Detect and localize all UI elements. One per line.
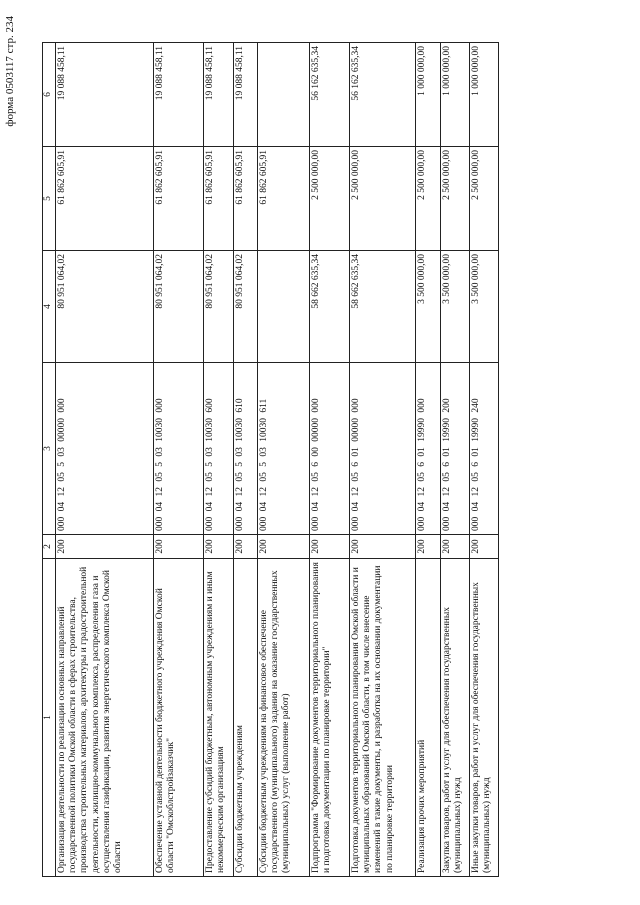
row-name: Подготовка документов территориального планирования Омской области и муниципальных образований Омской области, в том числе внесение изменений в такие документы, и разработка на их основании документации по планировке территории — [350, 559, 416, 877]
row-executed: 61 862 605,91 — [234, 147, 258, 251]
table-row — [350, 43, 416, 877]
row-name: Реализация прочих мероприятий — [416, 559, 441, 877]
row-executed: 2 500 000,00 — [310, 147, 350, 251]
row-executed: 2 500 000,00 — [441, 147, 470, 251]
row-approved: 3 500 000,00 — [470, 251, 499, 363]
row-unexecuted: 1 000 000,00 — [470, 43, 499, 147]
row-name: Предоставление субсидий бюджетным, автономным учреждениям и иным некоммерческим организациям — [204, 559, 234, 877]
row-name: Обеспечение уставной деятельности бюджетного учреждения Омской области "Омскоблстройзаказчик" — [154, 559, 204, 877]
row-budget-code: 000 04 12 05 6 01 19990 240 — [470, 363, 499, 535]
row-unexecuted: 19 088 458,11 — [204, 43, 234, 147]
row-name: Закупка товаров, работ и услуг для обеспечения государственных (муниципальных) нужд — [441, 559, 470, 877]
row-approved: 3 500 000,00 — [441, 251, 470, 363]
header-col-5: 5 — [43, 147, 56, 251]
table-row — [310, 43, 350, 877]
row-budget-code: 000 04 12 05 5 03 10030 000 — [154, 363, 204, 535]
row-executed: 2 500 000,00 — [350, 147, 416, 251]
header-col-6: 6 — [43, 43, 56, 147]
row-approved: 80 951 064,02 — [204, 251, 234, 363]
row-unexecuted: 1 000 000,00 — [416, 43, 441, 147]
row-approved: 80 951 064,02 — [56, 251, 154, 363]
row-executed: 61 862 605,91 — [258, 147, 310, 251]
table-row — [470, 43, 499, 877]
row-name: Организация деятельности по реализации основных направлений государственной политики Омской области в сферах строительства, производства строительных материалов, архитектуры и градостроительной деятельности, жилищно-коммунального комплекса, распределения газа и осуществления газификации, развития энергетического комплекса Омской области — [56, 559, 154, 877]
row-line-code: 200 — [416, 535, 441, 559]
row-unexecuted: 19 088 458,11 — [234, 43, 258, 147]
row-budget-code: 000 04 12 05 5 03 10030 600 — [204, 363, 234, 535]
row-line-code: 200 — [204, 535, 234, 559]
row-executed: 61 862 605,91 — [204, 147, 234, 251]
table-row — [441, 43, 470, 877]
row-name: Субсидии бюджетным учреждениям на финансовое обеспечение государственного (муниципального) задания на оказание государственных (муниципальных) услуг (выполнение работ) — [258, 559, 310, 877]
row-approved: 58 662 635,34 — [310, 251, 350, 363]
row-executed: 2 500 000,00 — [416, 147, 441, 251]
row-unexecuted: 56 162 635,34 — [310, 43, 350, 147]
row-approved: 80 951 064,02 — [154, 251, 204, 363]
row-approved: 80 951 064,02 — [234, 251, 258, 363]
header-col-1: 1 — [43, 559, 56, 877]
row-line-code: 200 — [350, 535, 416, 559]
row-line-code: 200 — [441, 535, 470, 559]
row-unexecuted: 19 088 458,11 — [154, 43, 204, 147]
row-line-code: 200 — [310, 535, 350, 559]
table-row — [154, 43, 204, 877]
row-budget-code: 000 04 12 05 5 03 10030 610 — [234, 363, 258, 535]
row-name: Иные закупки товаров, работ и услуг для обеспечения государственных (муниципальных) нужд — [470, 559, 499, 877]
header-row — [43, 43, 56, 877]
row-approved: 58 662 635,34 — [350, 251, 416, 363]
table-row — [56, 43, 154, 877]
table-row — [234, 43, 258, 877]
row-line-code: 200 — [56, 535, 154, 559]
row-unexecuted: 56 162 635,34 — [350, 43, 416, 147]
row-budget-code: 000 04 12 05 6 01 19990 000 — [416, 363, 441, 535]
row-executed: 61 862 605,91 — [154, 147, 204, 251]
row-budget-code: 000 04 12 05 6 00 00000 000 — [310, 363, 350, 535]
row-line-code: 200 — [258, 535, 310, 559]
row-budget-code: 000 04 12 05 6 01 00000 000 — [350, 363, 416, 535]
report-table — [42, 42, 499, 877]
form-label: форма 0503117 стр. 234 — [4, 16, 16, 127]
row-budget-code: 000 04 12 05 5 03 00000 000 — [56, 363, 154, 535]
row-budget-code: 000 04 12 05 6 01 19990 200 — [441, 363, 470, 535]
row-unexecuted: 19 088 458,11 — [56, 43, 154, 147]
header-col-2: 2 — [43, 535, 56, 559]
row-line-code: 200 — [154, 535, 204, 559]
table-row — [416, 43, 441, 877]
row-unexecuted — [258, 43, 310, 147]
row-approved: 3 500 000,00 — [416, 251, 441, 363]
table-row — [258, 43, 310, 877]
header-col-3: 3 — [43, 363, 56, 535]
header-col-4: 4 — [43, 251, 56, 363]
row-executed: 61 862 605,91 — [56, 147, 154, 251]
row-line-code: 200 — [470, 535, 499, 559]
row-approved — [258, 251, 310, 363]
table-row — [204, 43, 234, 877]
row-executed: 2 500 000,00 — [470, 147, 499, 251]
row-budget-code: 000 04 12 05 5 03 10030 611 — [258, 363, 310, 535]
row-line-code: 200 — [234, 535, 258, 559]
row-unexecuted: 1 000 000,00 — [441, 43, 470, 147]
row-name: Субсидии бюджетным учреждениям — [234, 559, 258, 877]
row-name: Подпрограмма "Формирование документов территориального планирования и подготовка документации по планировке территории" — [310, 559, 350, 877]
